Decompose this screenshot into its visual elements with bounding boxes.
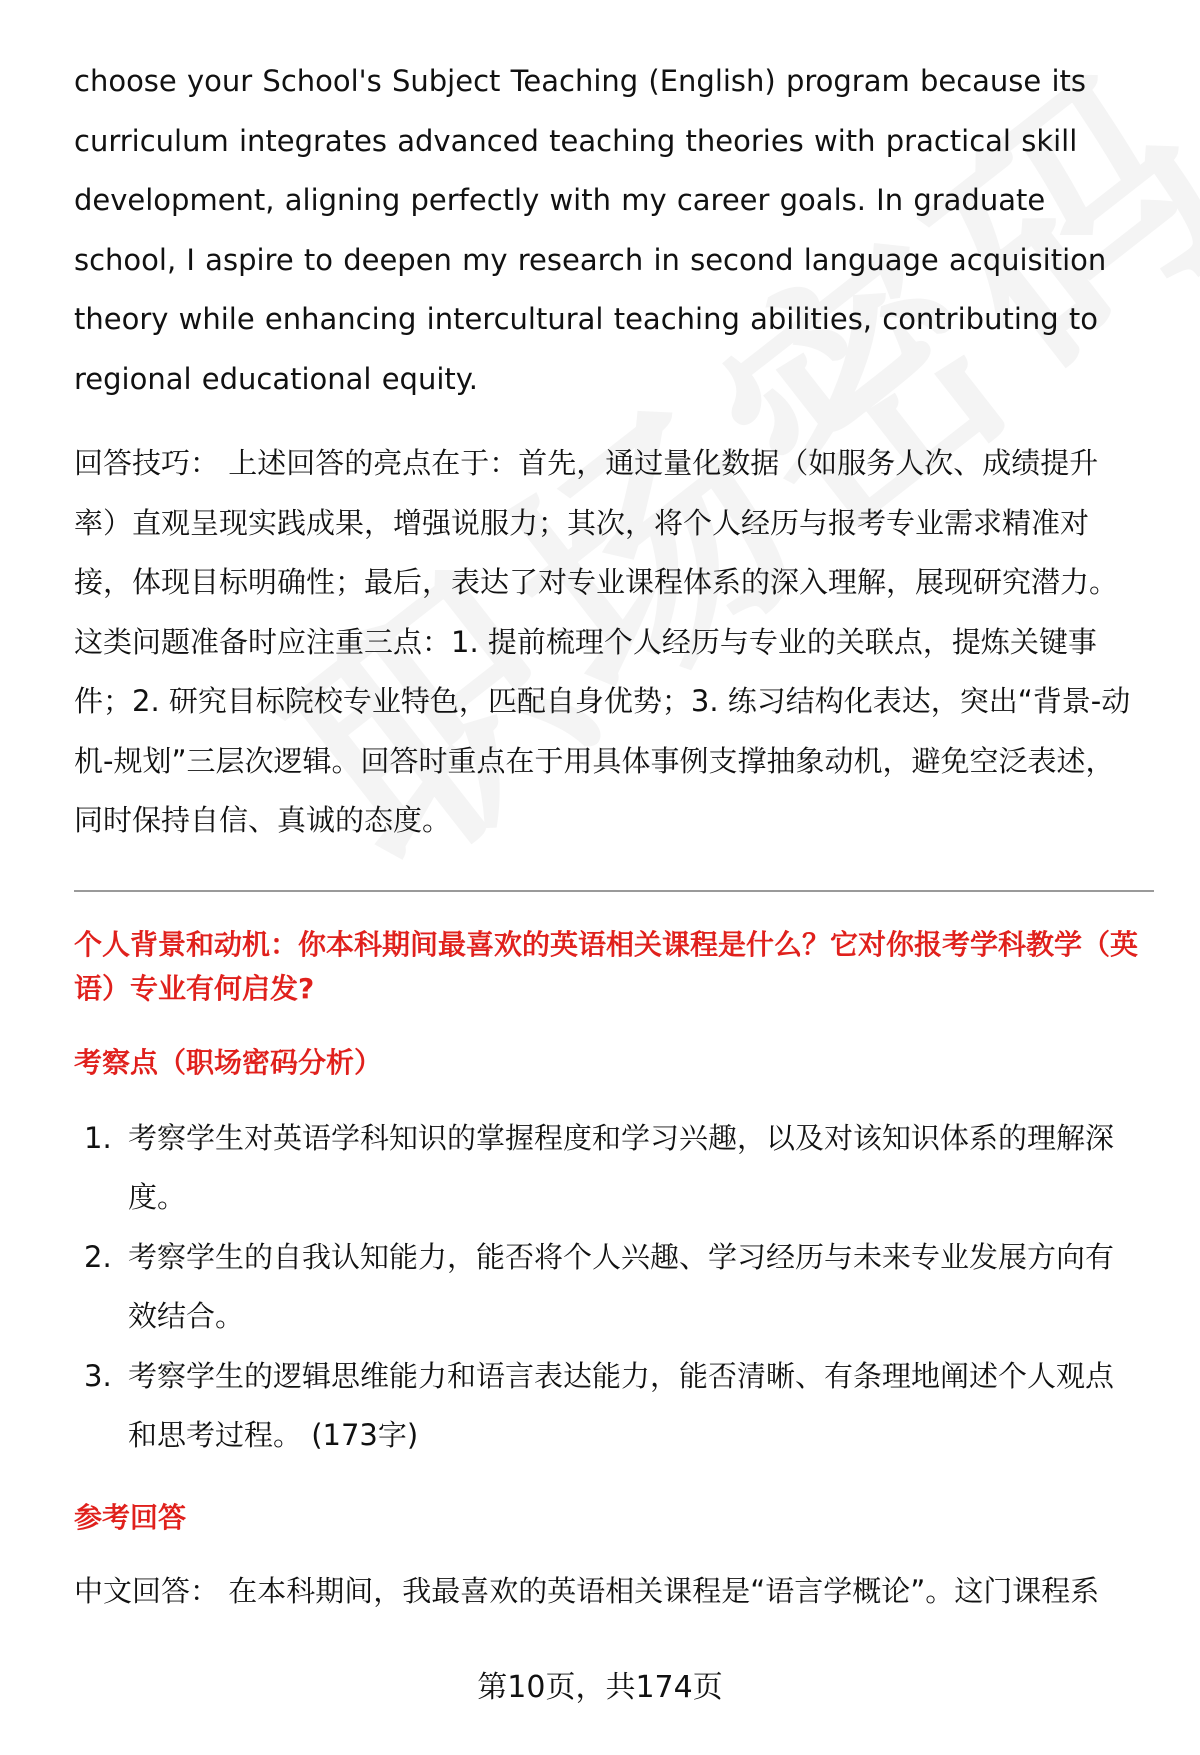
section-divider bbox=[74, 890, 1154, 892]
page-number: 第10页，共174页 bbox=[477, 1670, 723, 1705]
list-item bbox=[74, 1228, 1140, 1347]
intro-paragraph: choose your School's Subject Teaching (English) program because its curriculum integrates advanced teaching theories with practical skill development, aligning perfectly with my career goals. In graduate school, I aspire to deepen my research in second language acquisition theory while enhancing intercultural teaching abilities, contributing to regional educational equity. bbox=[74, 64, 1107, 396]
question-heading: 个人背景和动机：你本科期间最喜欢的英语相关课程是什么？它对你报考学科教学（英语）专业有何启发? bbox=[74, 927, 1139, 1005]
list-item-text: 考察学生的逻辑思维能力和语言表达能力，能否清晰、有条理地阐述个人观点和思考过程。 (173字) bbox=[128, 1358, 1115, 1452]
analysis-heading: 考察点（职场密码分析） bbox=[74, 1045, 383, 1079]
list-item bbox=[74, 1109, 1140, 1228]
list-item-number: 1. bbox=[84, 1120, 112, 1155]
list-item bbox=[74, 1347, 1140, 1466]
tips-paragraph: 回答技巧： 上述回答的亮点在于：首先，通过量化数据（如服务人次、成绩提升率）直观呈现实践成果，增强说服力；其次，将个人经历与报考专业需求精准对接，体现目标明确性；最后，表达了对专业课程体系的深入理解，展现研究潜力。这类问题准备时应注重三点：1. 提前梳理个人经历与专业的关联点，提炼关键事件；2. 研究目标院校专业特色，匹配自身优势；3. 练习结构化表达，突出“背景-动机-规划”三层次逻辑。回答时重点在于用具体事例支撑抽象动机，避免空泛表述，同时保持自信、真诚的态度。 bbox=[74, 446, 1131, 837]
page-content bbox=[74, 52, 1140, 1621]
list-item-number: 2. bbox=[84, 1239, 112, 1274]
analysis-list bbox=[74, 1109, 1140, 1466]
list-item-text: 考察学生的自我认知能力，能否将个人兴趣、学习经历与未来专业发展方向有效结合。 bbox=[128, 1239, 1115, 1333]
reference-heading: 参考回答 bbox=[74, 1500, 187, 1534]
list-item-number: 3. bbox=[84, 1358, 112, 1393]
answer-paragraph: 中文回答： 在本科期间，我最喜欢的英语相关课程是“语言学概论”。这门课程系 bbox=[74, 1573, 1100, 1608]
list-item-text: 考察学生对英语学科知识的掌握程度和学习兴趣，以及对该知识体系的理解深度。 bbox=[128, 1120, 1115, 1214]
